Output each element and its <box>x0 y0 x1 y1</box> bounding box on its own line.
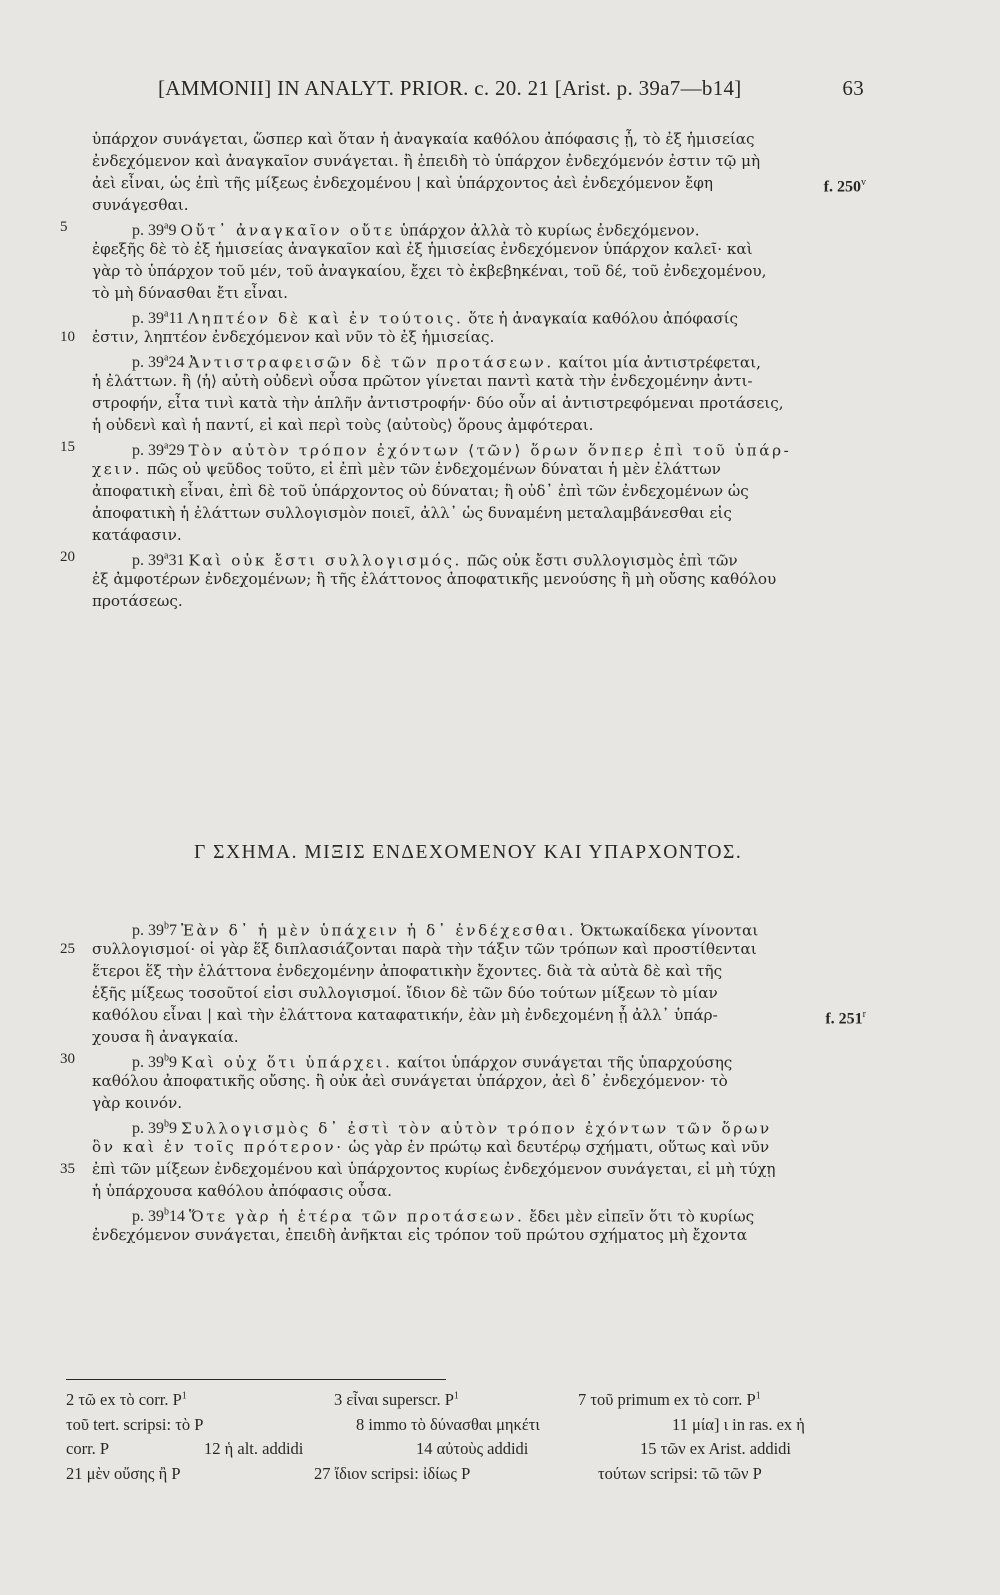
text-line <box>92 502 858 524</box>
line-text: ὑπάρχον ἀλλὰ τὸ κυρίως ἐνδεχόμενον. <box>399 221 700 240</box>
reference-superscript: a <box>164 221 169 232</box>
footnote-rule <box>66 1379 446 1380</box>
lemma-reference: p. 39$^b$14 <box>132 1207 189 1226</box>
footnote-entry: 7 τοῦ primum ex τὸ corr. $P^1$ <box>578 1390 761 1409</box>
text-line <box>92 150 858 172</box>
text-line <box>92 392 858 414</box>
lemma-reference: p. 39$^a$31 <box>132 551 189 570</box>
line-text: καθόλου εἶναι | καὶ τὴν ἐλάττονα καταφατικήν, ἐὰν μὴ ἐνδεχομένη ᾖ ἀλλ᾽ ὑπάρ- <box>92 1006 718 1024</box>
line-text: τὸ μὴ δύνασθαι ἔτι εἶναι. <box>92 284 289 302</box>
text-line <box>92 590 858 612</box>
lemma-text: χειν. <box>92 460 143 478</box>
text-line <box>92 458 858 480</box>
footnote-entry: 27 ἴδιον scripsi: ἰδίως P <box>314 1463 471 1483</box>
text-line <box>92 982 858 1004</box>
page-number: 63 <box>842 76 864 100</box>
line-number: 15 <box>60 439 75 455</box>
reference-superscript: b <box>164 1053 169 1064</box>
running-title: [AMMONII] IN ANALYT. PRIOR. c. 20. 21 [Arist. p. 39a7—b14] <box>158 76 742 100</box>
lemma-text: ὃν καὶ ἐν τοῖς πρότερον· <box>92 1138 344 1156</box>
lemma-reference: p. 39$^a$9 <box>132 221 181 240</box>
text-line <box>92 480 858 502</box>
lemma-text: Ἀντιστραφεισῶν δὲ τῶν προτάσεων. <box>188 353 554 372</box>
lemma-text: Ὅτε γὰρ ἡ ἑτέρα τῶν προτάσεων. <box>189 1207 525 1226</box>
lemma-reference: p. 39$^a$24 <box>132 353 189 372</box>
line-text: πῶς οὐ ψεῦδος τοῦτο, εἰ ἐπὶ μὲν τῶν ἐνδεχομένων δύναται ἡ μὲν ἐλάττων <box>146 460 721 478</box>
text-line <box>92 1114 858 1136</box>
footnote-line <box>66 1390 882 1415</box>
line-number: 25 <box>60 941 75 957</box>
text-line <box>92 568 858 590</box>
text-line <box>60 436 858 460</box>
line-text: ὡς γὰρ ἐν πρώτῳ καὶ δευτέρῳ σχήματι, οὕτως καὶ νῦν <box>348 1138 770 1156</box>
lemma-text: Ἐὰν δ᾽ ἡ μὲν ὑπάχειν ἡ δ᾽ ἐνδέχεσθαι. <box>181 921 577 940</box>
commentary-text-upper <box>60 128 866 612</box>
reference-superscript: a <box>164 441 169 452</box>
lemma-reference: p. 39$^b$9 <box>132 1119 181 1138</box>
footnote-line <box>66 1439 882 1464</box>
text-line <box>60 216 858 240</box>
line-text: ἀποφατικὴ ἡ ἐλάττων συλλογισμὸν ποιεῖ, ἀλλ᾽ ὡς δυναμένη μεταλαμβάνεσθαι εἰς <box>92 504 732 522</box>
line-text: συλλογισμοί· οἱ γὰρ ἕξ διπλασιάζονται παρὰ τὴν τάξιν τῶν τρόπων καὶ προστίθενται <box>92 940 757 958</box>
text-line <box>92 128 858 150</box>
critical-apparatus <box>66 1390 882 1488</box>
text-line <box>92 1004 866 1028</box>
line-text: καθόλου ἀποφατικῆς οὔσης. ἢ οὐκ ἀεὶ συνάγεται ὑπάρχον, ἀεὶ δ᾽ ἐνδεχόμενον· τὸ <box>92 1072 728 1090</box>
text-line <box>92 1202 858 1224</box>
text-line <box>92 260 858 282</box>
text-line <box>92 304 858 326</box>
line-number: 10 <box>60 329 75 345</box>
reference-superscript: a <box>164 551 169 562</box>
line-text: καίτοι μία ἀντιστρέφεται, <box>558 353 761 372</box>
line-text: στροφήν, εἶτα τινὶ κατὰ τὴν ἁπλῆν ἀντιστροφήν· δύο οὖν αἱ ἀντιστρεφόμεναι προτάσεις, <box>92 394 784 412</box>
reference-superscript: a <box>164 353 169 364</box>
text-line <box>92 916 858 938</box>
lemma-text: Οὔτ᾽ ἀναγκαῖον οὔτε <box>180 221 395 240</box>
lemma-text: Ληπτέον δὲ καὶ ἐν τούτοις. <box>187 309 464 328</box>
line-number: 5 <box>60 219 68 235</box>
footnote-entry: τοῦ tert. scripsi: τὸ P <box>66 1414 204 1434</box>
text-line <box>60 546 858 570</box>
text-line <box>92 524 858 546</box>
text-line <box>92 414 858 436</box>
commentary-text-lower <box>60 916 866 1246</box>
text-line <box>92 960 858 982</box>
text-line <box>60 1158 858 1180</box>
reference-superscript: b <box>164 921 169 932</box>
line-text: κατάφασιν. <box>92 526 182 544</box>
line-text: ἑξῆς μίξεως τοσοῦτοί εἰσι συλλογισμοί. ἴδιον δὲ τῶν δύο τούτων μίξεων τὸ μίαν <box>92 984 718 1002</box>
lemma-text: Καὶ οὐχ ὅτι ὑπάρχει. <box>181 1053 393 1072</box>
lemma-text: Καὶ οὐκ ἔστι συλλογισμός. <box>188 551 462 570</box>
text-line <box>92 1180 858 1202</box>
text-line <box>92 1224 858 1246</box>
reference-superscript: b <box>164 1207 169 1218</box>
footnote-line <box>66 1415 882 1440</box>
line-text: ἐξ ἀμφοτέρων ἐνδεχομένων; ἢ τῆς ἐλάττονος ἀποφατικῆς μενούσης ἢ μὴ οὔσης καθόλου <box>92 570 777 588</box>
footnote-entry: 8 immo τὸ δύνασθαι μηκέτι <box>356 1414 540 1434</box>
line-text: ἡ ὑπάρχουσα καθόλου ἀπόφασις οὖσα. <box>92 1182 392 1200</box>
line-text: ἀεὶ εἶναι, ὡς ἐπὶ τῆς μίξεως ἐνδεχομένου | καὶ ὑπάρχοντος ἀεὶ ἐνδεχόμενον ἔφη <box>92 174 714 192</box>
text-line <box>92 348 858 370</box>
footnote-superscript: 1 <box>453 1390 459 1402</box>
line-text: γὰρ κοινόν. <box>92 1094 183 1112</box>
text-line <box>92 282 858 304</box>
line-text: ἐστιν, ληπτέον ἐνδεχόμενον καὶ νῦν τὸ ἐξ ἡμισείας. <box>92 328 495 346</box>
line-text: συνάγεσθαι. <box>92 196 189 214</box>
line-text: χουσα ἢ ἀναγκαία. <box>92 1028 239 1046</box>
footnote-superscript: 1 <box>181 1390 187 1402</box>
folio-marker: f. 251$^r$ <box>825 1009 866 1028</box>
footnote-entry: τούτων scripsi: τῶ τῶν P <box>598 1463 762 1483</box>
lemma-text: Συλλογισμὸς δ᾽ ἐστὶ τὸν αὐτὸν τρόπον ἐχόντων τῶν ὅρων <box>181 1119 772 1138</box>
footnote-superscript: 1 <box>755 1390 761 1402</box>
footnote-entry: 15 τῶν ex Arist. addidi <box>640 1439 791 1458</box>
line-text: ἐνδεχόμενον καὶ ἀναγκαῖον συνάγεται. ἢ ἐπειδὴ τὸ ὑπάρχον ἐνδεχόμενόν ἐστιν τῷ μὴ <box>92 152 761 170</box>
footnote-entry: corr. P <box>66 1439 110 1458</box>
text-line <box>92 194 858 216</box>
line-text: γὰρ τὸ ὑπάρχον τοῦ μέν, τοῦ ἀναγκαίου, ἔχει τὸ ἐκβεβηκέναι, τοῦ δέ, τοῦ ἐνδεχομένου, <box>92 262 767 280</box>
footnote-line <box>66 1464 882 1489</box>
line-text: ὅτε ἡ ἀναγκαία καθόλου ἀπόφασίς <box>468 309 739 328</box>
text-line <box>92 370 858 392</box>
footnote-entry: 14 αὐτοὺς addidi <box>416 1439 529 1458</box>
lemma-reference: p. 39$^b$9 <box>132 1053 181 1072</box>
lemma-reference: p. 39$^a$29 <box>132 441 189 460</box>
folio-side: r <box>862 1009 866 1020</box>
text-line <box>92 238 858 260</box>
text-line <box>60 938 858 960</box>
text-line <box>60 326 858 348</box>
line-text: ἔδει μὲν εἰπεῖν ὅτι τὸ κυρίως <box>529 1207 755 1226</box>
line-text: καίτοι ὑπάρχον συνάγεται τῆς ὑπαρχούσης <box>397 1053 733 1072</box>
folio-marker: f. 250$^v$ <box>823 177 866 196</box>
folio-side: v <box>861 177 866 188</box>
footnote-entry: 11 μία] ι in ras. ex ἡ <box>672 1414 805 1434</box>
line-text: προτάσεως. <box>92 592 183 610</box>
line-text: ὑπάρχον συνάγεται, ὥσπερ καὶ ὅταν ἡ ἀναγκαία καθόλου ἀπόφασις ᾖ, τὸ ἐξ ἡμισείας <box>92 130 755 148</box>
text-line <box>92 1092 858 1114</box>
section-title: Γ ΣΧΗΜΑ. ΜΙΞΙΣ ΕΝΔΕΧΟΜΕΝΟΥ ΚΑΙ ΥΠΑΡΧΟΝΤΟΣ. <box>194 842 743 863</box>
footnote-entry: 2 τῶ ex τὸ corr. $P^1$ <box>66 1390 187 1409</box>
line-text: ἐπὶ τῶν μίξεων ἐνδεχομένου καὶ ὑπάρχοντος κυρίως ἐνδεχόμενον συνάγεται, εἰ μὴ τύχῃ <box>92 1160 776 1178</box>
text-line <box>60 1048 858 1072</box>
line-text: ἡ ἐλάττων. ἢ ⟨ἡ⟩ αὐτὴ οὐδενὶ οὖσα πρῶτον γίνεται παντὶ κατὰ τὴν ἐνδεχομένην ἀντι- <box>92 372 753 390</box>
lemma-text: Τὸν αὐτὸν τρόπον ἐχόντων ⟨τῶν⟩ ὅρων ὅνπερ ἐπὶ τοῦ ὑπάρ- <box>188 441 792 460</box>
reference-superscript: a <box>164 309 169 320</box>
line-text: ἡ οὐδενὶ καὶ ἡ παντί, εἰ καὶ περὶ τοὺς ⟨αὐτοὺς⟩ ὅρους ἀμφότεραι. <box>92 416 594 434</box>
lemma-reference: p. 39$^b$7 <box>132 921 181 940</box>
lemma-reference: p. 39$^a$11 <box>132 309 188 328</box>
footnote-entry: 21 μὲν οὔσης ἢ P <box>66 1463 181 1483</box>
reference-superscript: b <box>164 1119 169 1130</box>
line-number: 20 <box>60 549 75 565</box>
line-text: ἐνδεχόμενον συνάγεται, ἐπειδὴ ἀνῆκται εἰς τρόπον τοῦ πρώτου σχήματος μὴ ἔχοντα <box>92 1226 747 1244</box>
line-number: 35 <box>60 1161 75 1177</box>
line-text: ἀποφατικὴ εἶναι, ἐπὶ δὲ τοῦ ὑπάρχοντος οὐ δύναται; ἢ οὐδ᾽ ἐπὶ τῶν ἐνδεχομένων ὡς <box>92 482 749 500</box>
footnote-entry: 3 εἶναι superscr. $P^1$ <box>334 1390 459 1409</box>
text-line <box>92 1026 858 1048</box>
line-text: ἐφεξῆς δὲ τὸ ἐξ ἡμισείας ἀναγκαῖον καὶ ἐξ ἡμισείας ἐνδεχόμενον ὑπάρχον καλεῖ· καὶ <box>92 240 753 258</box>
line-number: 30 <box>60 1051 75 1067</box>
line-text: ἕτεροι ἕξ τὴν ἐλάττονα ἐνδεχομένην ἀποφατικὴν ἔχοντες. διὰ τὰ αὐτὰ δὲ καὶ τῆς <box>92 962 723 980</box>
line-text: Ὀκτωκαίδεκα γίνονται <box>580 921 759 940</box>
line-text: πῶς οὐκ ἔστι συλλογισμὸς ἐπὶ τῶν <box>466 551 738 570</box>
footnote-entry: 12 ἡ alt. addidi <box>204 1439 304 1458</box>
text-line <box>92 1070 858 1092</box>
running-header <box>158 76 864 101</box>
text-line <box>92 1136 858 1158</box>
text-line <box>92 172 866 196</box>
